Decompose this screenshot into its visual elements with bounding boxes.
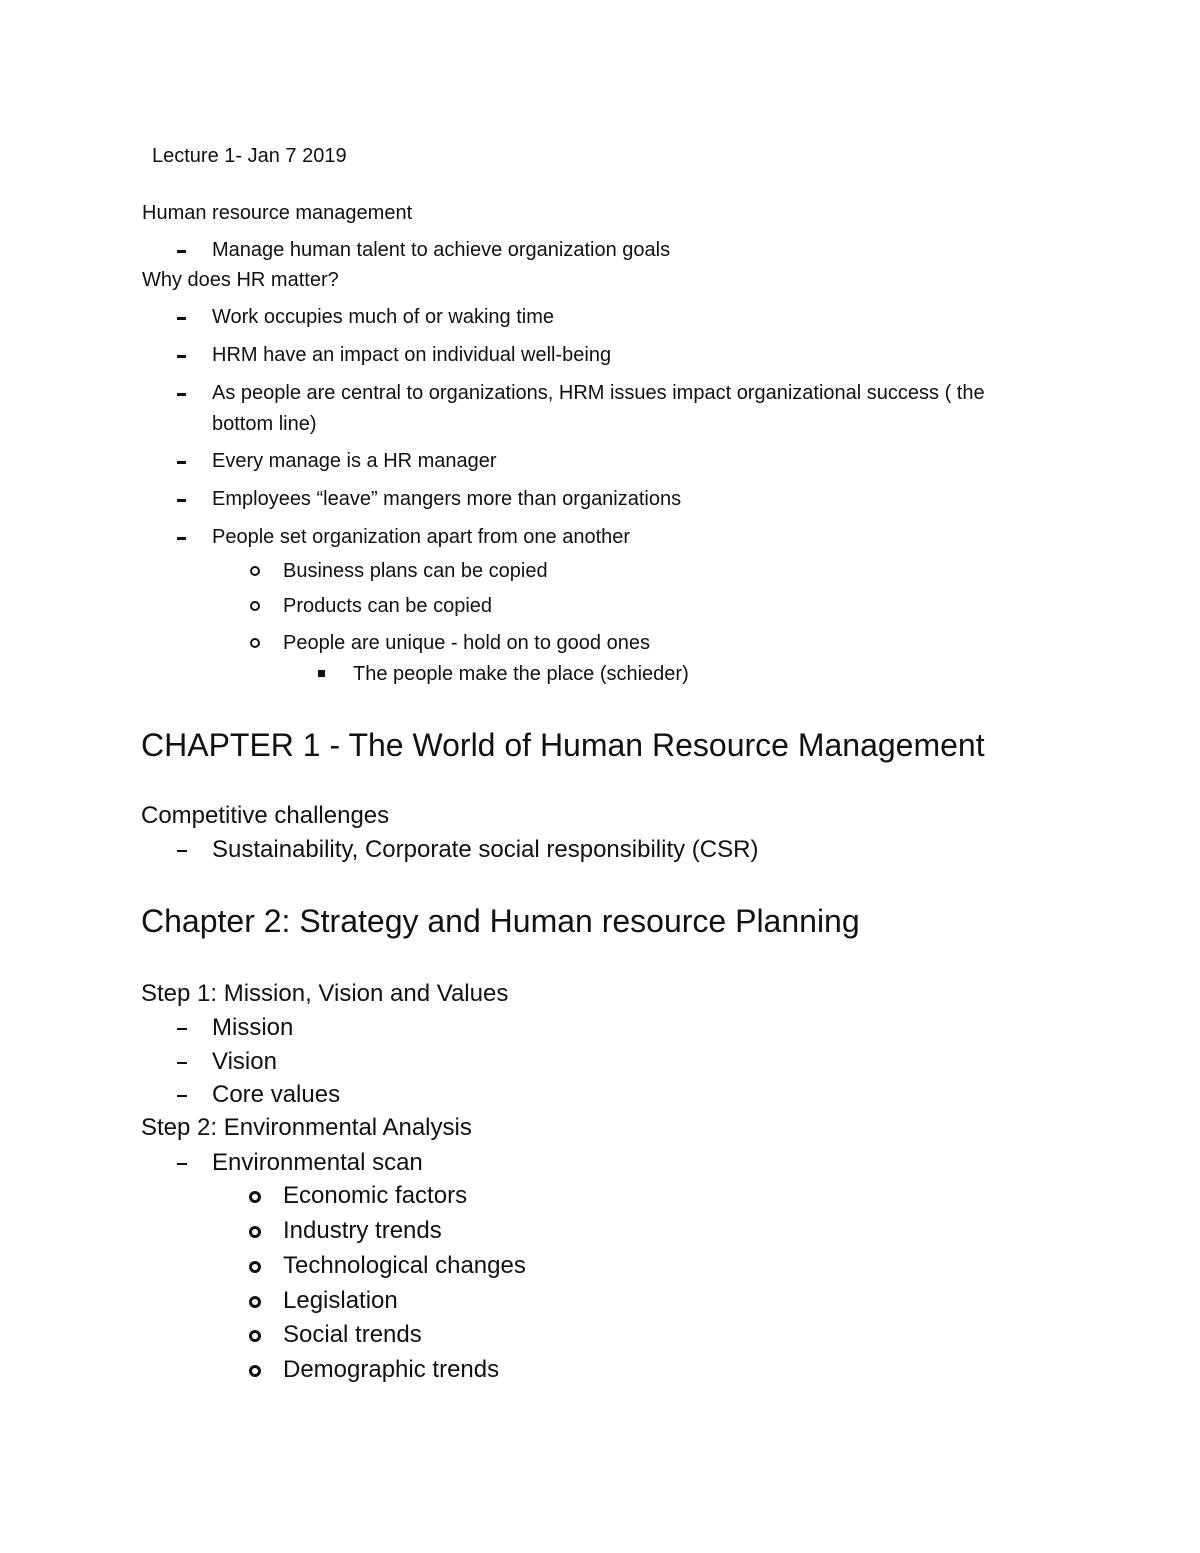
circle-bullet-icon — [249, 1330, 261, 1342]
list-item: People are unique - hold on to good ones — [283, 632, 650, 654]
dash-bullet-icon — [177, 537, 186, 540]
list-item: Employees “leave” mangers more than organizations — [212, 488, 682, 510]
list-item: Business plans can be copied — [283, 560, 548, 582]
list-item: Every manage is a HR manager — [212, 450, 497, 472]
list-item: Manage human talent to achieve organization goals — [212, 239, 671, 261]
square-bullet-icon — [318, 670, 325, 677]
list-item: Economic factors — [283, 1182, 468, 1209]
chapter-1-title: CHAPTER 1 - The World of Human Resource Management — [141, 727, 985, 763]
circle-bullet-icon — [249, 1365, 261, 1377]
why-heading: Why does HR matter? — [142, 269, 339, 291]
circle-bullet-icon — [250, 566, 260, 576]
dash-bullet-icon — [177, 1062, 187, 1064]
list-item: Technological changes — [283, 1252, 526, 1279]
step-1-heading: Step 1: Mission, Vision and Values — [141, 980, 509, 1007]
list-item: Industry trends — [283, 1217, 442, 1244]
list-item: Social trends — [283, 1321, 422, 1348]
chapter-2-title: Chapter 2: Strategy and Human resource Planning — [141, 903, 860, 939]
list-item: Products can be copied — [283, 595, 493, 617]
list-item: People set organization apart from one another — [212, 526, 631, 548]
list-item: Core values — [212, 1081, 341, 1108]
circle-bullet-icon — [249, 1226, 261, 1238]
hrm-heading: Human resource management — [142, 202, 413, 224]
dash-bullet-icon — [177, 1095, 187, 1097]
list-item: Legislation — [283, 1287, 398, 1314]
list-item: HRM have an impact on individual well-being — [212, 344, 612, 366]
step-2-heading: Step 2: Environmental Analysis — [141, 1114, 472, 1141]
list-item: Vision — [212, 1048, 277, 1075]
circle-bullet-icon — [250, 638, 260, 648]
dash-bullet-icon — [177, 1028, 187, 1030]
list-item-continuation: bottom line) — [212, 413, 317, 435]
list-item: Mission — [212, 1014, 294, 1041]
dash-bullet-icon — [177, 461, 186, 464]
list-item: Demographic trends — [283, 1356, 500, 1383]
lecture-title: Lecture 1- Jan 7 2019 — [152, 145, 347, 167]
list-item: Work occupies much of or waking time — [212, 306, 554, 328]
circle-bullet-icon — [250, 601, 260, 611]
dash-bullet-icon — [177, 250, 186, 253]
list-item: The people make the place (schieder) — [353, 663, 689, 685]
circle-bullet-icon — [249, 1261, 261, 1273]
list-item: Sustainability, Corporate social responsibility (CSR) — [212, 836, 759, 863]
circle-bullet-icon — [249, 1296, 261, 1308]
list-item: As people are central to organizations, HRM issues impact organizational success ( the — [212, 382, 985, 404]
chapter-1-subheading: Competitive challenges — [141, 802, 390, 829]
dash-bullet-icon — [177, 317, 186, 320]
list-item: Environmental scan — [212, 1149, 423, 1176]
dash-bullet-icon — [177, 393, 186, 396]
circle-bullet-icon — [249, 1191, 261, 1203]
dash-bullet-icon — [177, 1163, 187, 1165]
dash-bullet-icon — [177, 355, 186, 358]
dash-bullet-icon — [177, 499, 186, 502]
dash-bullet-icon — [177, 850, 187, 852]
